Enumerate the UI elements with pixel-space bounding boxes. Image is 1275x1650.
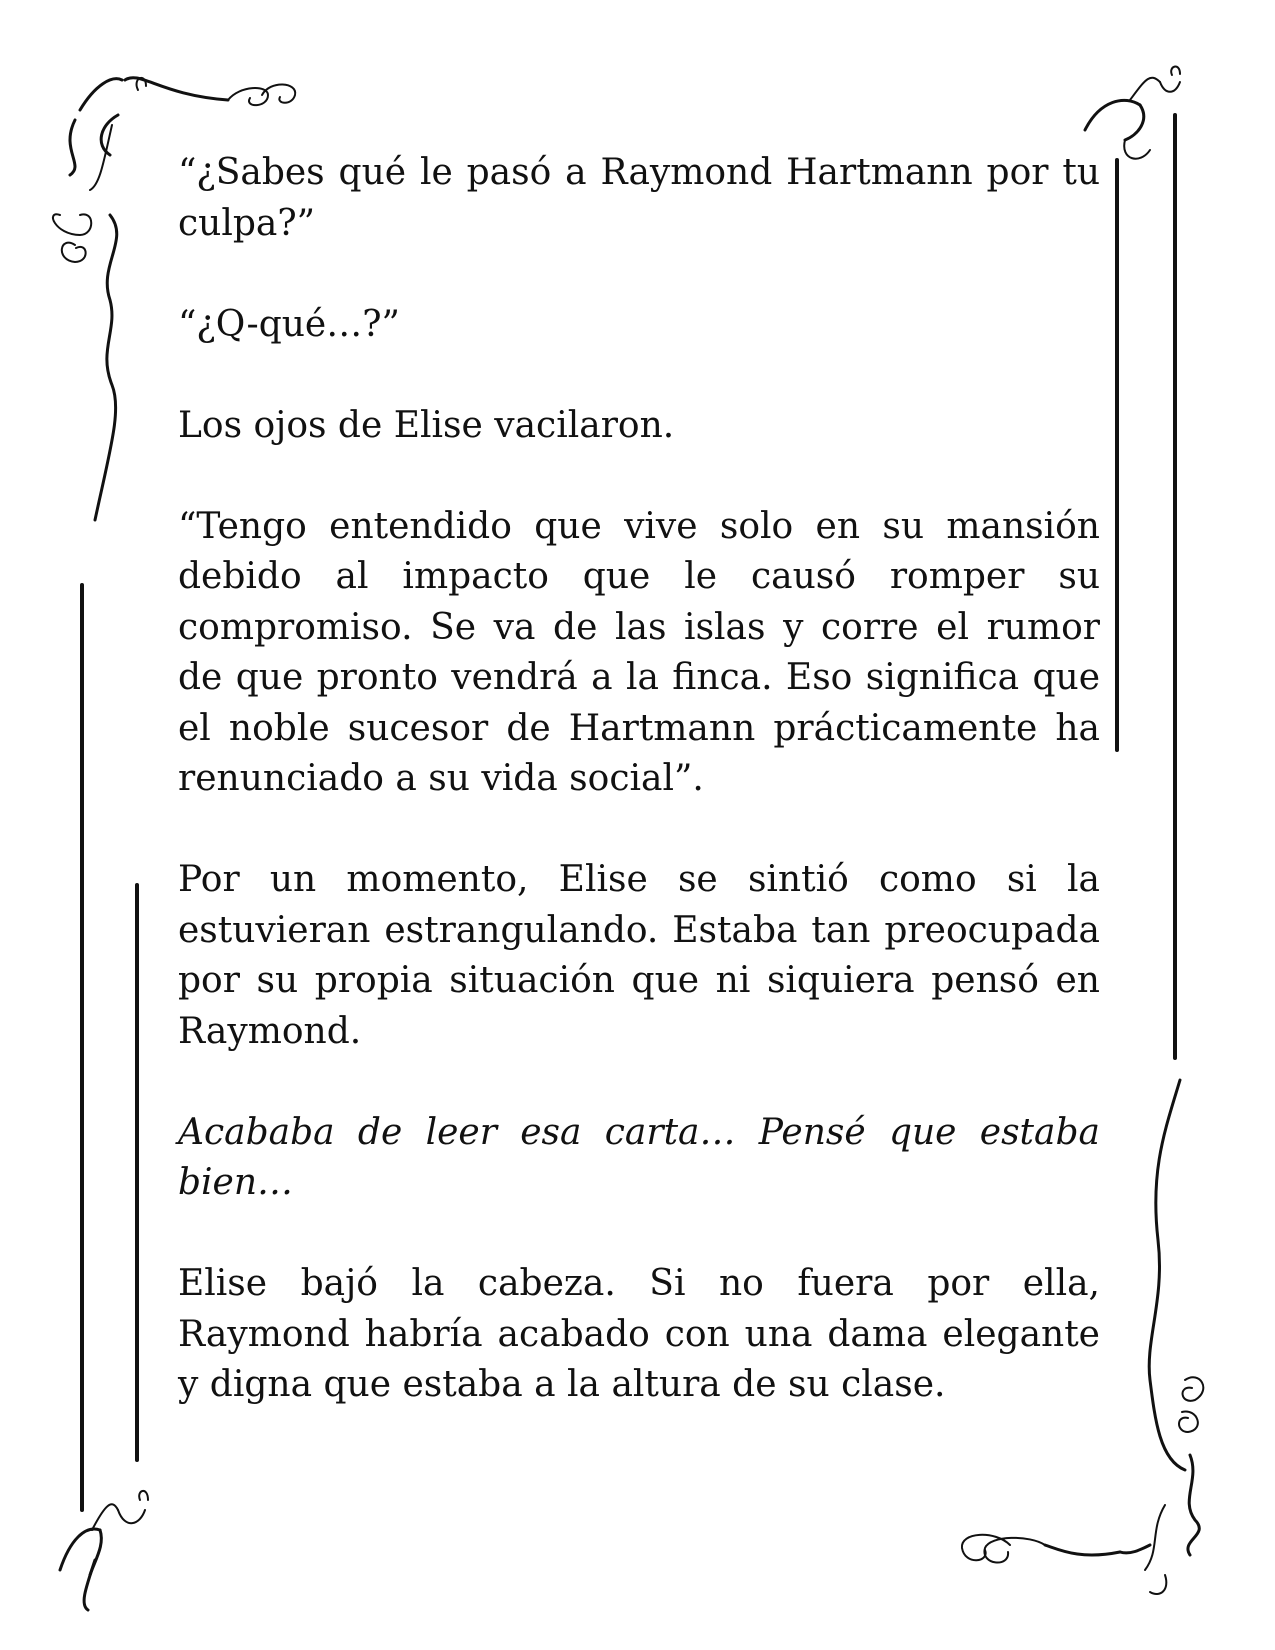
paragraph-6-italic: Acababa de leer esa carta… Pensé que estaba bien… [178, 1111, 1100, 1203]
flourish-bottom-left-icon [60, 1491, 148, 1610]
story-text [178, 148, 1100, 1461]
flourish-top-right-icon [1085, 67, 1180, 159]
paragraph-2: “¿Q-qué…?” [178, 303, 400, 345]
paragraph-5: Por un momento, Elise se sintió como si la estuvieran estrangulando. Estaba tan preocupada por su propia situación que ni siquiera pensó en Raymond. [178, 859, 1100, 1052]
paragraph-1: “¿Sabes qué le pasó a Raymond Hartmann por tu culpa?” [178, 152, 1100, 244]
paragraph-7: Elise bajó la cabeza. Si no fuera por ella, Raymond habría acabado con una dama elegante y digna que estaba a la altura de su clase. [178, 1263, 1100, 1405]
paragraph-4: “Tengo entendido que vive solo en su mansión debido al impacto que le causó romper su compromiso. Se va de las islas y corre el rumor de que pronto vendrá a la finca. Eso significa que el noble sucesor de Hartmann prácticamente ha renunciado a su vida social”. [178, 505, 1100, 799]
paragraph-3: Los ojos de Elise vacilaron. [178, 404, 675, 446]
